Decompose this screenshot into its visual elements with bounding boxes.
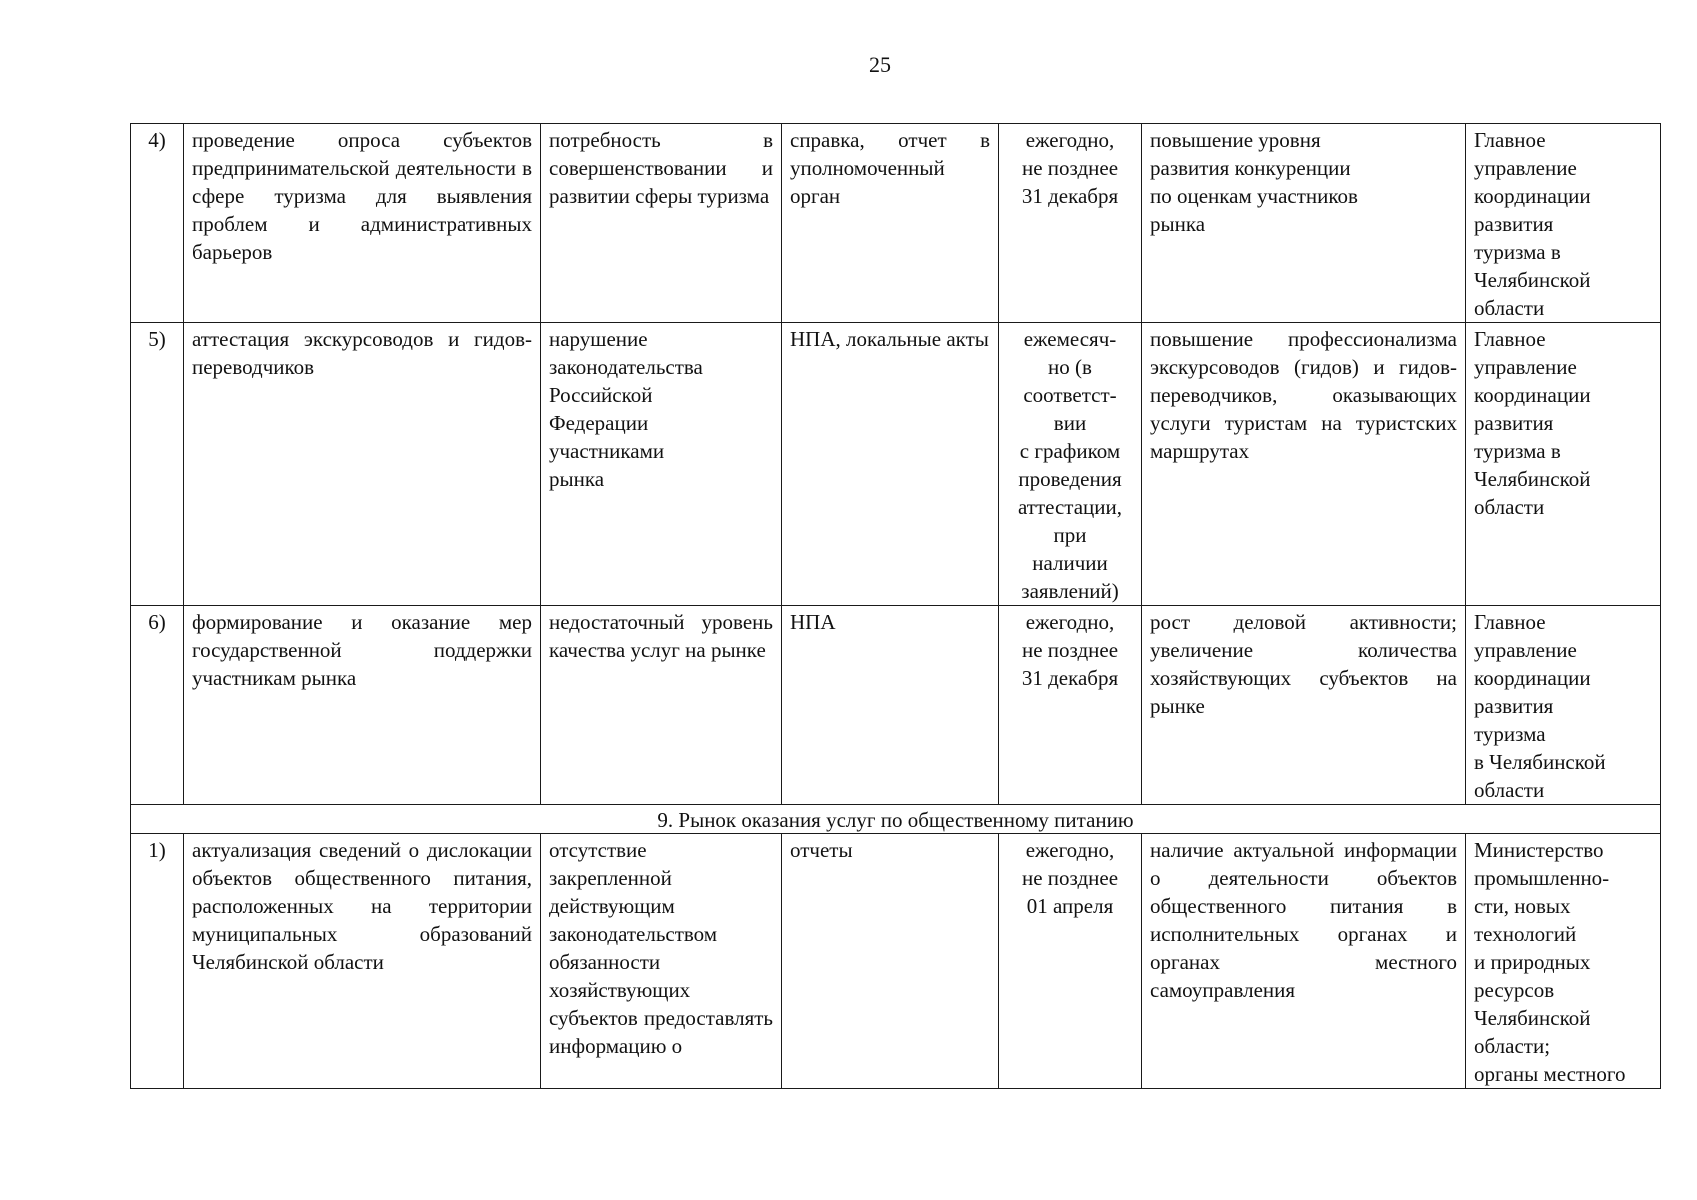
table-row <box>131 834 1661 1089</box>
document-cell: НПА <box>782 606 999 805</box>
result-cell: повышение профессионализма экскурсоводов (гидов) и гидов-переводчиков, оказывающих услуги туристам на туристских маршрутах <box>1142 323 1466 606</box>
measure-cell: актуализация сведений о дислокации объектов общественного питания, расположенных на территории муниципальных образований Челябинской области <box>184 834 541 1089</box>
result-cell: наличие актуальной информации о деятельности объектов общественного питания в исполнительных органах и органах местного самоуправления <box>1142 834 1466 1089</box>
responsible-cell: Главное управление координации развития туризма в Челябинской области <box>1466 606 1661 805</box>
problem-cell: нарушение законодательства Российской Федерации участниками рынка <box>541 323 782 606</box>
row-number: 4) <box>131 124 184 323</box>
section-row <box>131 805 1661 834</box>
table-row <box>131 606 1661 805</box>
document-cell: НПА, локальные акты <box>782 323 999 606</box>
measure-cell: проведение опроса субъектов предпринимательской деятельности в сфере туризма для выявления проблем и административных барьеров <box>184 124 541 323</box>
problem-cell: потребность в совершенствовании и развитии сферы туризма <box>541 124 782 323</box>
deadline-cell: ежегодно, не позднее 01 апреля <box>999 834 1142 1089</box>
row-number: 6) <box>131 606 184 805</box>
measure-cell: формирование и оказание мер государственной поддержки участникам рынка <box>184 606 541 805</box>
measure-cell: аттестация экскурсоводов и гидов-переводчиков <box>184 323 541 606</box>
measures-table <box>130 123 1661 1089</box>
result-cell: рост деловой активности; увеличение количества хозяйствующих субъектов на рынке <box>1142 606 1466 805</box>
section-title: 9. Рынок оказания услуг по общественному питанию <box>131 805 1661 834</box>
document-cell: отчеты <box>782 834 999 1089</box>
responsible-cell: Главное управление координации развития туризма в Челябинской области <box>1466 323 1661 606</box>
problem-cell: отсутствие закрепленной действующим законодательством обязанности хозяйствующих субъектов предоставлять информацию о <box>541 834 782 1089</box>
deadline-cell: ежегодно, не позднее 31 декабря <box>999 124 1142 323</box>
row-number: 1) <box>131 834 184 1089</box>
page-number: 25 <box>869 52 891 77</box>
table-row <box>131 124 1661 323</box>
table-row <box>131 323 1661 606</box>
result-cell: повышение уровня развития конкуренции по оценкам участников рынка <box>1142 124 1466 323</box>
document-cell: справка, отчет в уполномоченный орган <box>782 124 999 323</box>
responsible-cell: Министерство промышленно- сти, новых технологий и природных ресурсов Челябинской области; органы местного <box>1466 834 1661 1089</box>
responsible-cell: Главное управление координации развития туризма в Челябинской области <box>1466 124 1661 323</box>
deadline-cell: ежегодно, не позднее 31 декабря <box>999 606 1142 805</box>
problem-cell: недостаточный уровень качества услуг на рынке <box>541 606 782 805</box>
deadline-cell: ежемесяч- но (в соответст- вии с графиком проведения аттестации, при наличии заявлений) <box>999 323 1142 606</box>
row-number: 5) <box>131 323 184 606</box>
